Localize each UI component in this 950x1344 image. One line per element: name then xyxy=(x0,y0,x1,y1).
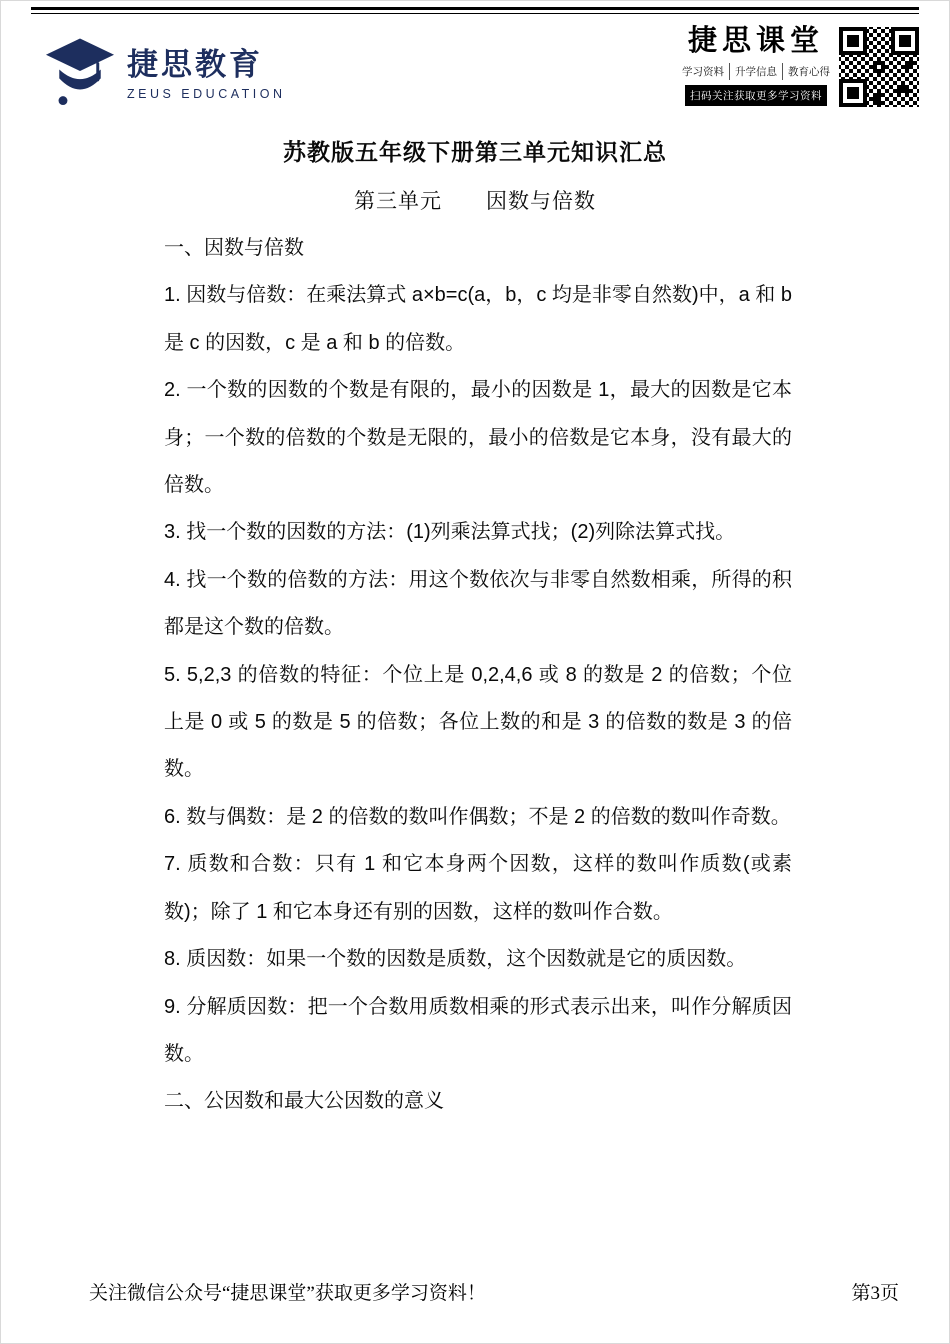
body-paragraph: 6. 数与偶数：是 2 的倍数的数叫作偶数；不是 2 的倍数的数叫作奇数。 xyxy=(164,805,791,828)
footer-note: 关注微信公众号“捷思课堂”获取更多学习资料！ xyxy=(89,1283,486,1304)
body-paragraph: 1. 因数与倍数：在乘法算式 a×b=c(a，b，c 均是非零自然数)中，a 和 b 是 c 的因数，c 是 a 和 b 的倍数。 xyxy=(164,284,792,354)
brand-name: 捷思教育 xyxy=(127,46,263,82)
body-paragraph: 7. 质数和合数：只有 1 和它本身两个因数，这样的数叫作质数(或素数)；除了 1 和它本身还有别的因数，这样的数叫作合数。 xyxy=(164,853,792,923)
masthead-tag: 升学信息 xyxy=(729,63,782,80)
body-paragraph: 3. 找一个数的因数的方法：(1)列乘法算式找；(2)列除法算式找。 xyxy=(164,521,736,544)
body-paragraph: 8. 质因数：如果一个数的因数是质数，这个因数就是它的质因数。 xyxy=(164,948,747,971)
masthead-banner: 扫码关注获取更多学习资料 xyxy=(685,85,827,106)
qr-code-icon xyxy=(837,25,921,109)
body-paragraph: 5. 5,2,3 的倍数的特征：个位上是 0,2,4,6 或 8 的数是 2 的倍数；个位上是 0 或 5 的数是 5 的倍数；各位上数的和是 3 的倍数的数是 3 的倍数。 xyxy=(164,663,792,781)
masthead-tag: 教育心得 xyxy=(782,63,835,80)
body-paragraph: 9. 分解质因数：把一个合数用质数相乘的形式表示出来，叫作分解质因数。 xyxy=(164,995,792,1065)
masthead xyxy=(682,25,921,109)
page-footer xyxy=(89,1278,899,1305)
document-body xyxy=(164,225,792,1126)
page-subtitle: 第三单元 因数与倍数 xyxy=(354,190,596,213)
body-paragraph: 2. 一个数的因数的个数是有限的，最小的因数是 1，最大的因数是它本身；一个数的倍数的个数是无限的，最小的倍数是它本身，没有最大的倍数。 xyxy=(164,379,792,497)
brand-subtitle: ZEUS EDUCATION xyxy=(127,87,286,102)
masthead-texts xyxy=(682,25,830,106)
masthead-title: 捷思课堂 xyxy=(687,25,824,57)
logo-text xyxy=(127,46,286,101)
body-paragraph: 4. 找一个数的倍数的方法：用这个数依次与非零自然数相乘，所得的积都是这个数的倍数。 xyxy=(164,568,792,639)
masthead-tag: 学习资料 xyxy=(682,66,724,79)
graduation-cap-icon xyxy=(43,31,117,116)
section-heading: 一、因数与倍数 xyxy=(164,237,304,259)
page-number: 第3页 xyxy=(851,1283,899,1304)
logo-block xyxy=(43,31,286,116)
page-title: 苏教版五年级下册第三单元知识汇总 xyxy=(283,139,667,165)
top-double-rule xyxy=(31,7,919,14)
masthead-tags xyxy=(682,63,830,80)
section-heading: 二、公因数和最大公因数的意义 xyxy=(164,1090,444,1113)
